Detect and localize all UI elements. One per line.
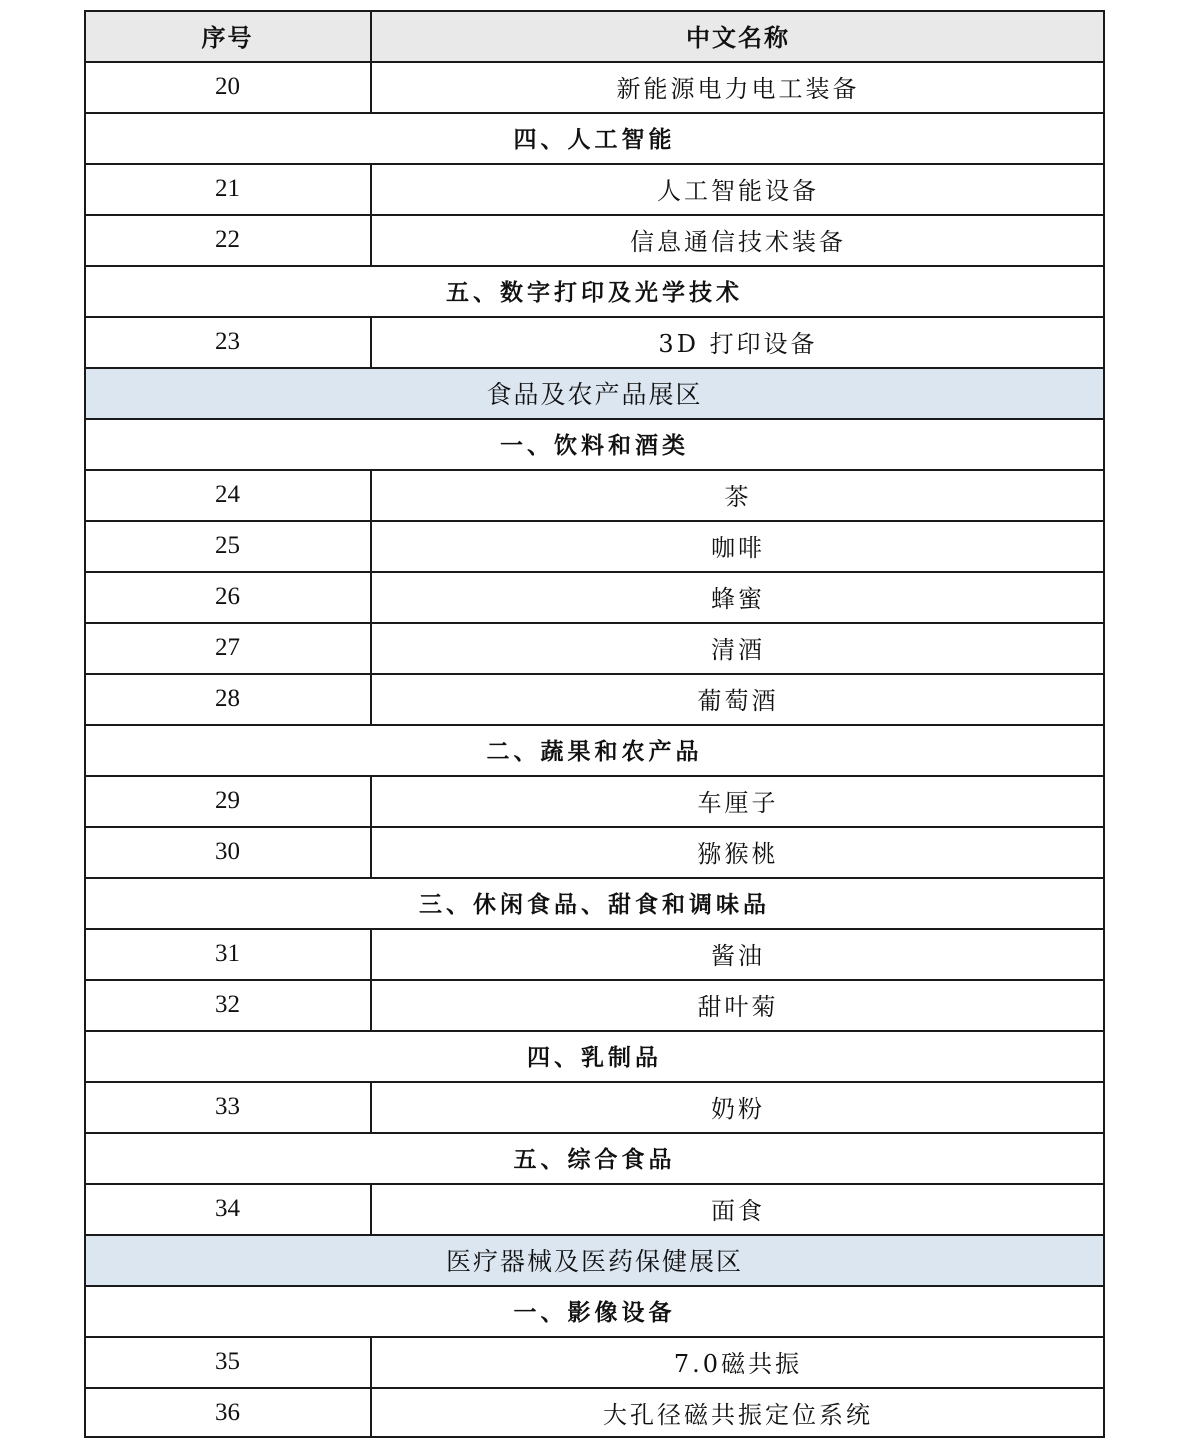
row-divider — [84, 826, 1105, 828]
section-header-row — [84, 877, 1105, 928]
row-name: 奶粉 — [711, 1095, 765, 1123]
row-divider — [84, 1234, 1105, 1236]
section-title: 一、饮料和酒类 — [500, 432, 689, 459]
row-index: 21 — [215, 174, 240, 202]
column-divider — [370, 775, 372, 826]
column-divider — [370, 61, 372, 112]
zone-title: 医疗器械及医药保健展区 — [445, 1246, 743, 1276]
row-index: 35 — [215, 1347, 240, 1375]
table-row — [84, 928, 1105, 979]
row-index: 33 — [215, 1092, 240, 1120]
table-header-row — [84, 10, 1105, 61]
section-title: 五、数字打印及光学技术 — [446, 279, 743, 306]
row-name: 3D 打印设备 — [658, 330, 818, 358]
section-header-row — [84, 1132, 1105, 1183]
row-name: 茶 — [724, 483, 752, 511]
row-name: 大孔径磁共振定位系统 — [603, 1401, 873, 1429]
row-divider — [84, 775, 1105, 777]
table-row — [84, 571, 1105, 622]
row-divider — [84, 265, 1105, 267]
table-row — [84, 622, 1105, 673]
column-divider — [370, 520, 372, 571]
column-divider — [370, 163, 372, 214]
section-title: 四、人工智能 — [513, 126, 676, 153]
row-divider — [84, 673, 1105, 675]
row-divider — [84, 367, 1105, 369]
table-row — [84, 979, 1105, 1030]
row-index: 36 — [215, 1398, 240, 1426]
table-row — [84, 1336, 1105, 1387]
row-name: 车厘子 — [697, 789, 779, 817]
row-index: 26 — [215, 582, 240, 610]
row-name: 咖啡 — [711, 534, 765, 562]
column-divider — [370, 571, 372, 622]
section-title: 五、综合食品 — [513, 1146, 676, 1173]
row-name: 人工智能设备 — [657, 177, 819, 205]
row-index: 27 — [215, 633, 240, 661]
row-divider — [84, 1183, 1105, 1185]
row-divider — [84, 520, 1105, 522]
row-divider — [84, 1387, 1105, 1389]
row-divider — [84, 469, 1105, 471]
zone-title: 食品及农产品展区 — [486, 379, 703, 409]
table-row — [84, 163, 1105, 214]
row-divider — [84, 61, 1105, 63]
section-header-row — [84, 265, 1105, 316]
column-divider — [370, 10, 372, 61]
row-index: 25 — [215, 531, 240, 559]
section-title: 四、乳制品 — [527, 1044, 662, 1071]
row-name: 面食 — [711, 1197, 765, 1225]
table-border — [1103, 10, 1105, 1438]
table-row — [84, 1387, 1105, 1438]
row-divider — [84, 877, 1105, 879]
row-divider — [84, 1285, 1105, 1287]
column-divider — [370, 826, 372, 877]
section-title: 一、影像设备 — [513, 1299, 676, 1326]
column-divider — [370, 1387, 372, 1438]
section-header-row — [84, 418, 1105, 469]
row-divider — [84, 112, 1105, 114]
row-index: 22 — [215, 225, 240, 253]
row-index: 28 — [215, 684, 240, 712]
table-row — [84, 1183, 1105, 1234]
row-index: 34 — [215, 1194, 240, 1222]
table-row — [84, 826, 1105, 877]
column-divider — [370, 928, 372, 979]
section-title: 三、休闲食品、甜食和调味品 — [419, 891, 770, 918]
table-row — [84, 61, 1105, 112]
row-divider — [84, 316, 1105, 318]
column-divider — [370, 979, 372, 1030]
column-divider — [370, 1081, 372, 1132]
row-name: 猕猴桃 — [697, 840, 779, 868]
row-divider — [84, 622, 1105, 624]
section-title: 二、蔬果和农产品 — [486, 738, 703, 765]
row-name: 酱油 — [711, 942, 765, 970]
column-divider — [370, 1336, 372, 1387]
column-divider — [370, 469, 372, 520]
row-name: 7.0磁共振 — [673, 1350, 803, 1378]
column-divider — [370, 214, 372, 265]
table-row — [84, 775, 1105, 826]
table-row — [84, 1081, 1105, 1132]
exhibit-table — [84, 10, 1105, 1438]
row-divider — [84, 418, 1105, 420]
zone-header-row — [84, 367, 1105, 418]
row-divider — [84, 1030, 1105, 1032]
column-divider — [370, 673, 372, 724]
row-divider — [84, 214, 1105, 216]
column-divider — [370, 1183, 372, 1234]
row-divider — [84, 10, 1105, 12]
table-row — [84, 469, 1105, 520]
column-divider — [370, 622, 372, 673]
section-header-row — [84, 724, 1105, 775]
row-index: 23 — [215, 327, 240, 355]
row-name: 清酒 — [711, 636, 765, 664]
header-index: 序号 — [201, 24, 254, 52]
row-name: 葡萄酒 — [697, 687, 779, 715]
row-index: 30 — [215, 837, 240, 865]
row-divider — [84, 1132, 1105, 1134]
header-name: 中文名称 — [686, 24, 790, 52]
table-row — [84, 316, 1105, 367]
row-divider — [84, 928, 1105, 930]
section-header-row — [84, 112, 1105, 163]
row-index: 29 — [215, 786, 240, 814]
row-divider — [84, 979, 1105, 981]
row-name: 蜂蜜 — [711, 585, 765, 613]
zone-header-row — [84, 1234, 1105, 1285]
section-header-row — [84, 1285, 1105, 1336]
table-row — [84, 673, 1105, 724]
table-row — [84, 520, 1105, 571]
row-name: 信息通信技术装备 — [630, 228, 846, 256]
column-divider — [370, 316, 372, 367]
section-header-row — [84, 1030, 1105, 1081]
row-name: 甜叶菊 — [697, 993, 779, 1021]
row-divider — [84, 1081, 1105, 1083]
row-divider — [84, 1336, 1105, 1338]
row-divider — [84, 163, 1105, 165]
row-index: 24 — [215, 480, 240, 508]
row-divider — [84, 571, 1105, 573]
table-border — [84, 10, 86, 1438]
table-row — [84, 214, 1105, 265]
row-index: 32 — [215, 990, 240, 1018]
row-divider — [84, 724, 1105, 726]
row-divider — [84, 1436, 1105, 1438]
row-name: 新能源电力电工装备 — [616, 75, 860, 103]
row-index: 20 — [215, 72, 240, 100]
row-index: 31 — [215, 939, 240, 967]
